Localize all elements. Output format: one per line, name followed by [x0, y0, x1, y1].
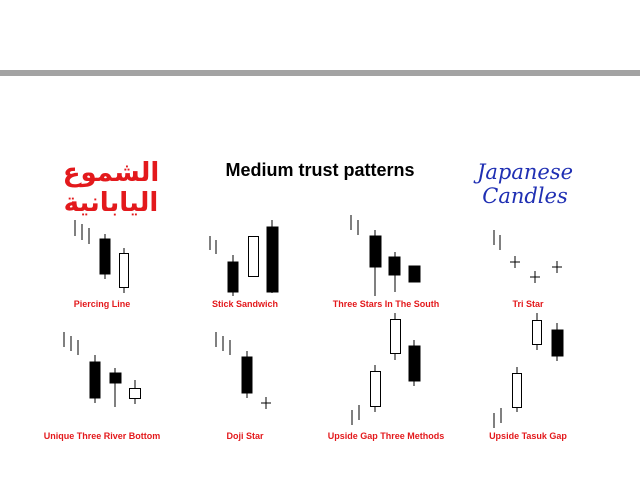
black-candle [90, 355, 100, 403]
pattern-unique-three-river-bottom [64, 332, 141, 407]
pattern-stick-sandwich [210, 220, 278, 296]
doji-cross [530, 271, 540, 283]
black-candle [228, 255, 238, 296]
arabic-title: الشموع اليابانية [62, 158, 160, 218]
pattern-label-unique-three-river-bottom: Unique Three River Bottom [43, 431, 161, 441]
pattern-label-piercing-line: Piercing Line [73, 299, 131, 309]
pattern-upside-tasuk-gap [494, 313, 563, 428]
white-candle [371, 365, 381, 412]
pattern-upside-gap-three-methods [352, 313, 420, 425]
black-candle [409, 266, 420, 282]
white-candle [130, 380, 141, 404]
white-candle [533, 313, 542, 350]
black-candle [552, 323, 563, 361]
black-candle [409, 340, 420, 386]
black-candle [267, 220, 278, 293]
black-candle [389, 252, 400, 292]
pattern-tri-star [494, 230, 562, 283]
doji-cross [552, 261, 562, 273]
pattern-label-doji-star: Doji Star [226, 431, 264, 441]
english-title: Japanese Candles [476, 160, 574, 208]
page-title: Medium trust patterns [225, 160, 415, 180]
pattern-label-upside-tasuk-gap: Upside Tasuk Gap [489, 431, 567, 441]
doji-cross [261, 397, 271, 409]
black-candle [242, 351, 252, 398]
white-candle [391, 313, 401, 360]
white-candle [249, 237, 259, 277]
pattern-label-three-stars-in-the-south: Three Stars In The South [332, 299, 440, 309]
pattern-three-stars-in-the-south [351, 215, 420, 296]
white-candle [513, 367, 522, 412]
pattern-label-stick-sandwich: Stick Sandwich [211, 299, 279, 309]
white-candle [120, 248, 129, 293]
pattern-label-upside-gap-three-methods: Upside Gap Three Methods [327, 431, 445, 441]
black-candle [100, 234, 110, 279]
pattern-doji-star [216, 332, 271, 409]
pattern-label-tri-star: Tri Star [512, 299, 544, 309]
black-candle [110, 368, 121, 407]
black-candle [370, 230, 381, 296]
doji-cross [510, 256, 520, 268]
pattern-piercing-line [75, 220, 129, 293]
